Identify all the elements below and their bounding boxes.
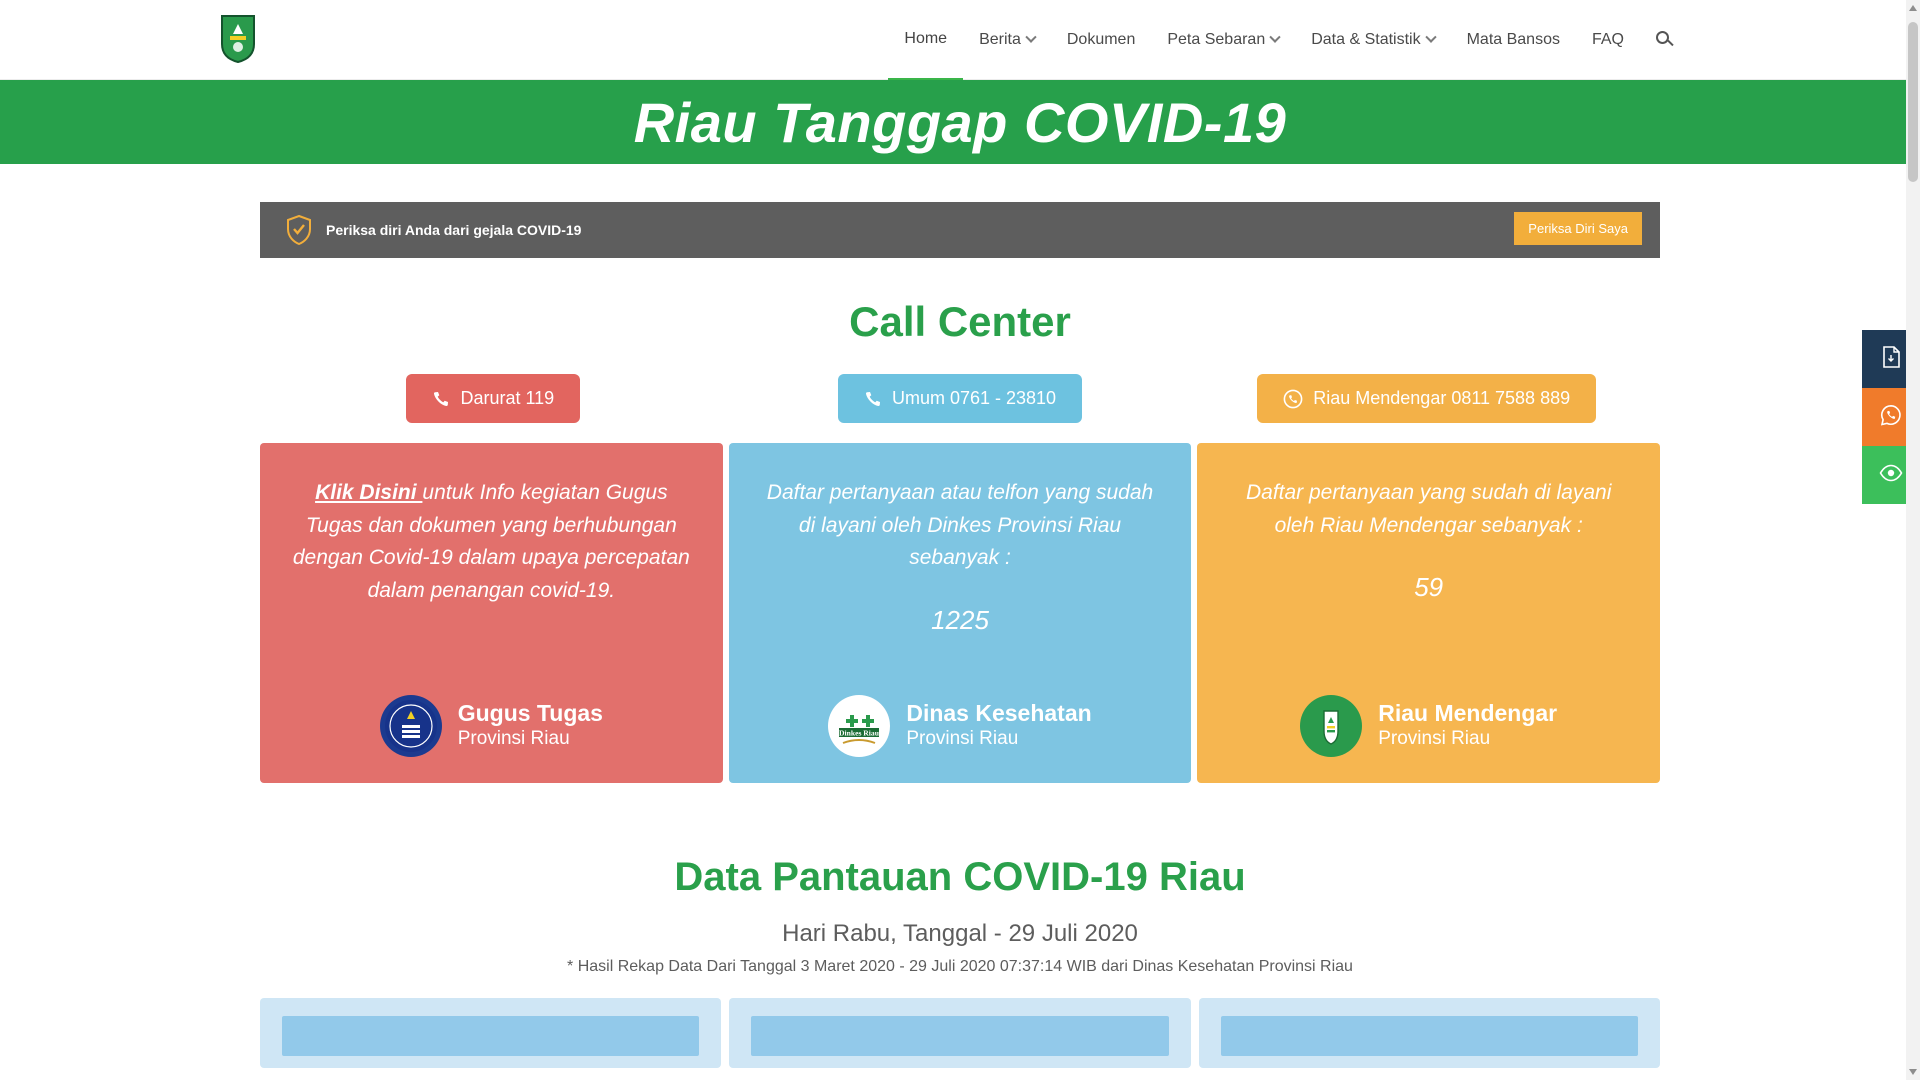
gugus-tugas-emblem <box>380 695 442 757</box>
whatsapp-icon <box>1283 389 1303 409</box>
stat-card-3-bar <box>1221 1016 1638 1056</box>
self-check-strip <box>260 202 1660 258</box>
chevron-down-icon <box>1270 32 1281 43</box>
card-dinas-kesehatan-footer <box>757 669 1164 757</box>
card-riau-mendengar <box>1197 443 1660 783</box>
stat-card-1 <box>260 998 721 1068</box>
card-riau-mendengar-text: Daftar pertanyaan yang sudah di layani oleh Riau Mendengar sebanyak : <box>1245 481 1612 537</box>
nav-item-peta-sebaran[interactable] <box>1151 0 1295 80</box>
chevron-down-icon <box>1425 32 1436 43</box>
nav-label-data-statistik: Data & Statistik <box>1311 31 1421 48</box>
main-nav <box>888 0 1690 80</box>
search-icon[interactable] <box>1656 31 1674 49</box>
nav-label-mata-bansos: Mata Bansos <box>1466 31 1560 48</box>
card-gugus-tugas <box>260 443 723 783</box>
main-content <box>0 202 1920 1068</box>
call-button-riau-mendengar[interactable] <box>1257 374 1596 423</box>
self-check-button[interactable]: Periksa Diri Saya <box>1514 212 1642 245</box>
card-gugus-tugas-org-sub: Provinsi Riau <box>457 727 570 749</box>
klik-disini-link[interactable]: Klik Disini <box>315 481 423 504</box>
data-section-title: Data Pantauan COVID-19 Riau <box>674 855 1246 899</box>
stat-card-3 <box>1199 998 1660 1068</box>
call-button-umum-label: Umum 0761 - 23810 <box>891 388 1057 408</box>
shield-check-icon <box>286 215 312 245</box>
card-dinas-kesehatan <box>729 443 1192 783</box>
nav-label-peta-sebaran: Peta Sebaran <box>1167 31 1266 48</box>
call-button-umum[interactable] <box>838 374 1082 423</box>
call-button-darurat-label: Darurat 119 <box>460 388 555 408</box>
dinkes-riau-logo <box>828 695 890 757</box>
card-riau-mendengar-footer <box>1225 669 1632 757</box>
call-center-title: Call Center <box>849 298 1071 345</box>
card-gugus-tugas-org: Gugus Tugas <box>457 700 603 727</box>
stat-card-2 <box>729 998 1190 1068</box>
card-riau-mendengar-org-sub: Provinsi Riau <box>1378 727 1491 749</box>
eye-icon <box>1879 464 1903 487</box>
page-title: Riau Tanggap COVID-19 <box>633 90 1287 154</box>
stat-card-1-bar <box>282 1016 699 1056</box>
card-gugus-tugas-text <box>288 477 695 607</box>
card-riau-mendengar-org: Riau Mendengar <box>1378 700 1558 727</box>
card-gugus-tugas-body: untuk Info kegiatan Gugus Tugas dan dokumen yang berhubungan dengan Covid-19 dalam upaya percepatan dalam penangan covid-19. <box>292 481 690 602</box>
nav-item-home[interactable] <box>888 0 963 80</box>
nav-item-mata-bansos[interactable] <box>1451 0 1576 80</box>
whatsapp-icon <box>1880 404 1902 431</box>
card-dinas-kesehatan-org: Dinas Kesehatan <box>906 700 1092 727</box>
scroll-up-arrow-icon[interactable] <box>1909 5 1917 11</box>
nav-item-faq[interactable] <box>1576 0 1640 80</box>
page-banner <box>0 80 1920 164</box>
call-center-buttons <box>260 374 1660 423</box>
call-button-riau-mendengar-label: Riau Mendengar 0811 7588 889 <box>1313 388 1571 408</box>
nav-label-dokumen: Dokumen <box>1066 31 1136 48</box>
card-riau-mendengar-count: 59 <box>1414 572 1444 603</box>
phone-icon <box>864 390 882 408</box>
card-gugus-tugas-footer <box>288 669 695 757</box>
nav-label-berita: Berita <box>979 31 1021 48</box>
scroll-down-arrow-icon[interactable] <box>1909 1069 1917 1075</box>
data-section-date: Hari Rabu, Tanggal - 29 Juli 2020 <box>782 920 1138 947</box>
svg-text:Dinkes Riau: Dinkes Riau <box>839 728 880 738</box>
page-scrollbar[interactable] <box>1906 0 1920 1080</box>
nav-item-data-statistik[interactable] <box>1295 0 1450 80</box>
data-stat-cards <box>260 998 1660 1068</box>
nav-label-faq: FAQ <box>1591 31 1624 48</box>
card-dinas-kesehatan-org-sub: Provinsi Riau <box>906 727 1019 749</box>
nav-item-dokumen[interactable] <box>1051 0 1151 80</box>
card-dinas-kesehatan-count: 1225 <box>931 604 989 635</box>
card-dinas-kesehatan-text: Daftar pertanyaan atau telfon yang sudah di layani oleh Dinkes Provinsi Riau sebanyak : <box>766 481 1154 570</box>
stat-card-2-bar <box>751 1016 1168 1056</box>
call-center-cards <box>260 443 1660 783</box>
self-check-text: Periksa diri Anda dari gejala COVID-19 <box>326 222 582 238</box>
phone-icon <box>432 390 450 408</box>
riau-mendengar-logo <box>1300 695 1362 757</box>
nav-item-search[interactable] <box>1640 0 1690 80</box>
document-icon <box>1881 346 1901 373</box>
nav-label-home: Home <box>904 30 948 47</box>
data-section-note: * Hasil Rekap Data Dari Tanggal 3 Maret 2020 - 29 Juli 2020 07:37:14 WIB dari Dinas Kesehatan Provinsi Riau <box>567 958 1353 975</box>
call-button-darurat[interactable] <box>406 374 580 423</box>
chevron-down-icon <box>1025 32 1036 43</box>
site-header <box>0 0 1920 80</box>
riau-emblem-logo[interactable] <box>218 12 258 64</box>
nav-item-berita[interactable] <box>963 0 1051 80</box>
scrollbar-thumb[interactable] <box>1908 22 1918 182</box>
